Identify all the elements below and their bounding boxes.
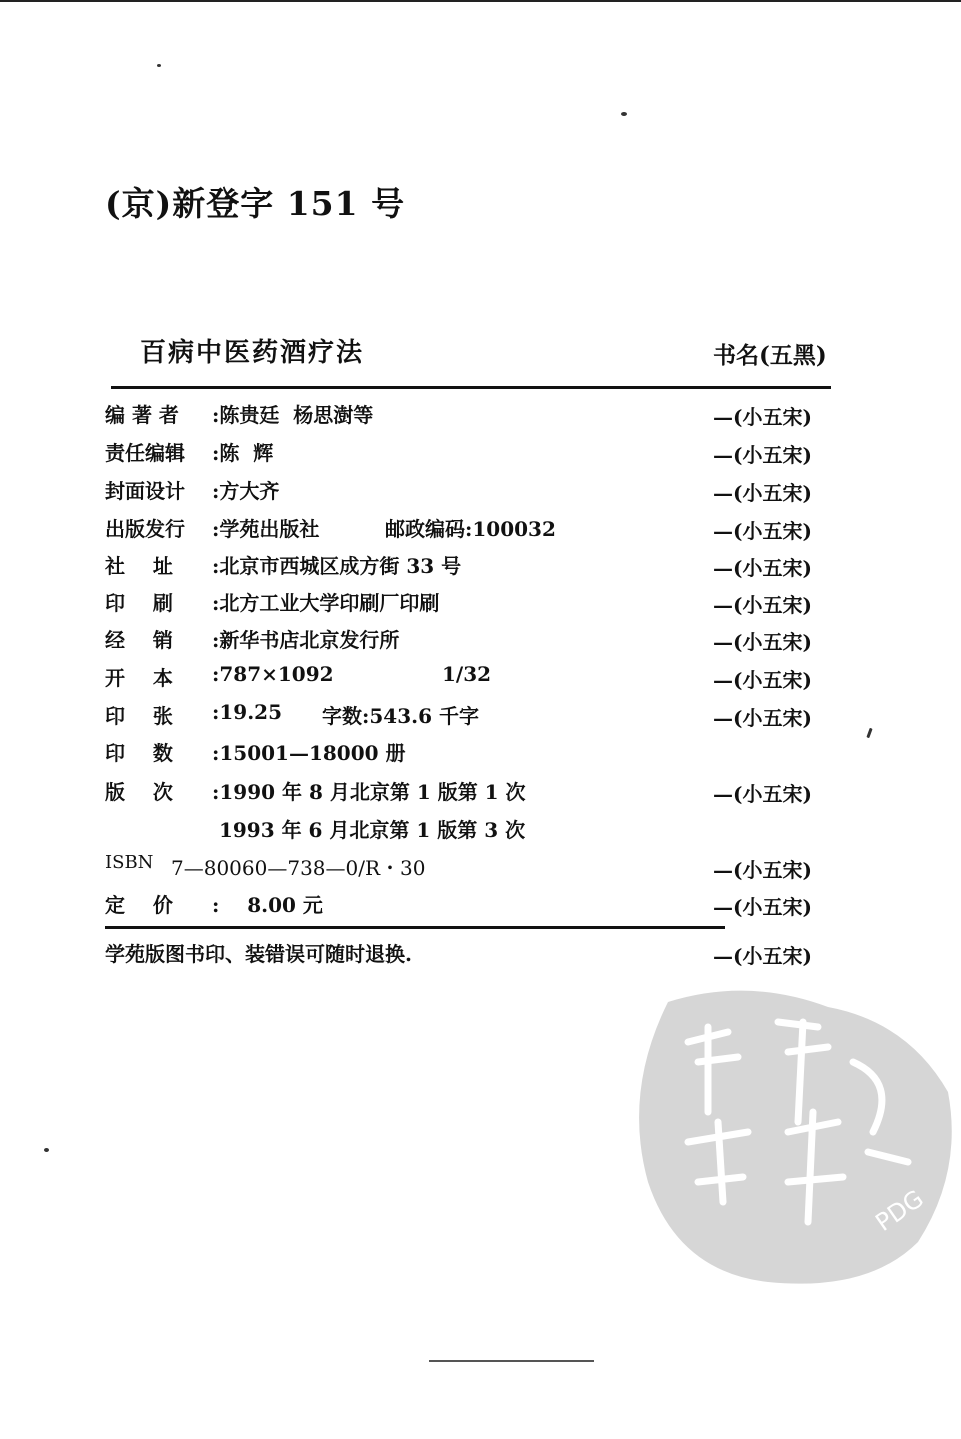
row-format-note: —(小五宋): [713, 481, 812, 505]
row-extra: 字数:543.6 千字: [322, 704, 479, 728]
row-format-note: —(小五宋): [713, 782, 812, 806]
row-cover-design: [105, 475, 845, 505]
row-edition: [105, 776, 845, 806]
row-format-note: —(小五宋): [713, 706, 812, 730]
row-responsible-editor: [105, 437, 845, 467]
seal-background: [639, 991, 952, 1284]
row-format-note: —(小五宋): [713, 895, 812, 919]
seal-watermark: [628, 982, 958, 1292]
row-label: 经 销: [105, 628, 173, 652]
scan-speck: [866, 728, 872, 738]
row-value: :陈 辉: [212, 441, 274, 465]
row-label: 定 价: [105, 893, 173, 917]
row-label: 印 张: [105, 704, 173, 728]
row-extra: 1/32: [442, 662, 492, 686]
upper-rule: [111, 386, 831, 389]
row-editor: [105, 399, 845, 429]
row-format-note: —(小五宋): [713, 668, 812, 692]
row-format-note: —(小五宋): [713, 405, 812, 429]
row-edition-reprint: [105, 814, 845, 844]
top-border-line: [0, 0, 961, 2]
row-label: ISBN: [105, 852, 154, 873]
row-value: :15001—18000 册: [212, 741, 406, 765]
registration-number: (京)新登字 151 号: [105, 184, 406, 223]
row-format-note: —(小五宋): [713, 519, 812, 543]
row-value: :北方工业大学印刷厂印刷: [212, 591, 440, 615]
row-isbn: [105, 852, 845, 882]
scan-speck: [44, 1148, 49, 1152]
row-value: :787×1092: [212, 662, 334, 686]
row-label: 出版发行: [105, 517, 185, 541]
row-label: 责任编辑: [105, 441, 185, 465]
title-format-note: 书名(五黑): [713, 342, 827, 369]
row-value: :北京市西城区成方街 33 号: [212, 554, 462, 578]
row-address: [105, 550, 845, 580]
row-price: [105, 889, 845, 919]
row-value: :陈贵廷 杨思澍等: [212, 403, 374, 427]
row-extra: 邮政编码:100032: [385, 517, 556, 541]
row-format-note: —(小五宋): [713, 443, 812, 467]
row-label: 印 数: [105, 741, 173, 765]
scan-speck: [621, 112, 627, 116]
row-format-note: —(小五宋): [713, 556, 812, 580]
row-value: :19.25: [212, 700, 283, 724]
row-format-note: —(小五宋): [713, 630, 812, 654]
row-label: 开 本: [105, 666, 173, 690]
row-label: 社 址: [105, 554, 173, 578]
scan-speck: [157, 64, 161, 67]
row-printed-sheets: [105, 700, 845, 730]
row-format: [105, 662, 845, 692]
scan-speck: [429, 1360, 594, 1362]
row-label: 封面设计: [105, 479, 185, 503]
row-printer: [105, 587, 845, 617]
row-value: :学苑出版社: [212, 517, 320, 541]
footer-notice: 学苑版图书印、装错误可随时退换.: [105, 942, 412, 966]
row-value: : 8.00 元: [212, 893, 323, 917]
row-label: 版 次: [105, 780, 173, 804]
row-format-note: —(小五宋): [713, 593, 812, 617]
row-value: 1993 年 6 月北京第 1 版第 3 次: [212, 818, 526, 842]
row-value: :方大齐: [212, 479, 280, 503]
row-distributor: [105, 624, 845, 654]
row-print-run: [105, 737, 845, 767]
footer-notice-row: [105, 938, 845, 968]
row-publisher: [105, 513, 845, 543]
pdg-watermark-text: PDG: [870, 1184, 929, 1237]
lower-rule: [105, 926, 725, 929]
row-format-note: —(小五宋): [713, 858, 812, 882]
row-label: 印 刷: [105, 591, 173, 615]
row-label: 编 著 者: [105, 403, 179, 427]
row-value: 7—80060—738—0/R・30: [171, 856, 426, 880]
footer-format-note: —(小五宋): [713, 944, 812, 968]
row-value: :1990 年 8 月北京第 1 版第 1 次: [212, 780, 526, 804]
row-value: :新华书店北京发行所: [212, 628, 400, 652]
book-title: 百病中医药酒疗法: [140, 338, 365, 368]
